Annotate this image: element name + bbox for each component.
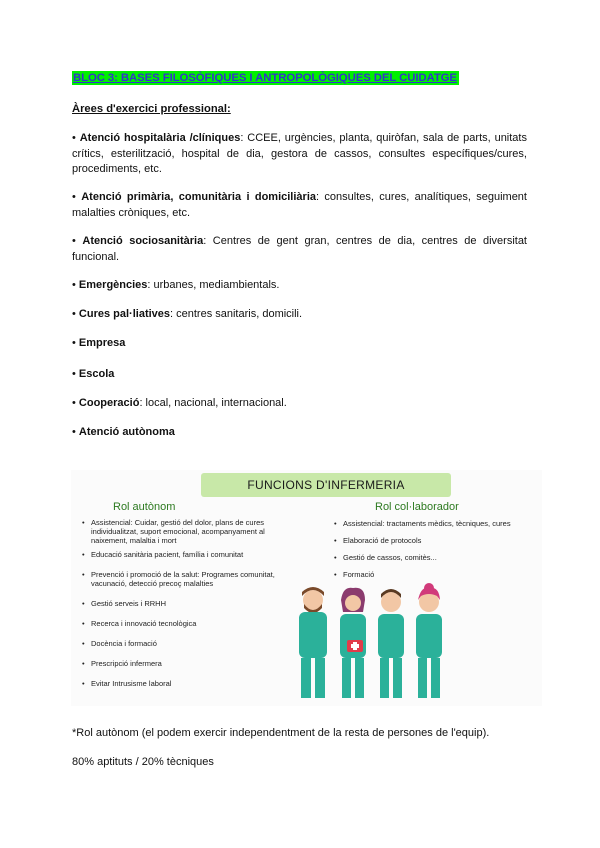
area-cooperacio: • Cooperació: local, nacional, internacional.	[72, 397, 287, 409]
area-empresa: • Empresa	[72, 337, 126, 349]
nurse-figure-3	[378, 589, 404, 698]
list-item: • Evitar Intrusisme laboral	[81, 679, 286, 688]
list-item: • Docència i formació	[81, 639, 286, 648]
nurses-illustration	[285, 582, 455, 702]
list-item: • Elaboració de protocols	[333, 536, 541, 545]
list-item: • Prevenció i promoció de la salut: Programes comunitat, vacunació, detecció precoç malalties	[81, 570, 286, 588]
area-cures-palliatives: • Cures pal·liatives: centres sanitaris, domicili.	[72, 308, 303, 320]
list-item: • Prescripció infermera	[81, 659, 286, 668]
area-label: Atenció autònoma	[78, 426, 175, 438]
section-subheading: Àrees d'exercici professional:	[72, 103, 231, 115]
nurse-figure-2	[340, 588, 366, 698]
figure-banner: FUNCIONS D'INFERMERIA	[201, 473, 451, 497]
area-label: Cures pal·liatives	[78, 308, 171, 320]
area-label: Cooperació	[78, 397, 140, 409]
autonomous-role-list	[81, 518, 286, 688]
area-primaria: • Atenció primària, comunitària i domiciliària: consultes, cures, analítiques, seguiment malalties cròniques, etc.	[72, 191, 527, 219]
list-item: • Gestió de cassos, comitès...	[333, 553, 541, 562]
collaborative-role-list	[333, 519, 541, 579]
area-sociosanitaria: • Atenció sociosanitària: Centres de gent gran, centres de dia, centres de diversitat funcional.	[72, 235, 527, 263]
area-escola: • Escola	[72, 368, 115, 380]
left-column-title: Rol autònom	[113, 501, 176, 513]
nurse-figure-1	[299, 587, 327, 698]
area-label: Atenció sociosanitària	[82, 235, 204, 247]
area-label: Empresa	[78, 337, 126, 349]
area-emergencies: • Emergències: urbanes, mediambientals.	[72, 279, 280, 291]
right-column-title: Rol col·laborador	[375, 501, 459, 513]
footnote: *Rol autònom (el podem exercir independentment de la resta de persones de l'equip).	[72, 727, 490, 739]
nursing-functions-figure	[71, 470, 542, 706]
area-label: Emergències	[78, 279, 148, 291]
list-item: • Recerca i innovació tecnològica	[81, 619, 286, 628]
area-atencio-autonoma: • Atenció autònoma	[72, 426, 175, 438]
list-item: • Formació	[333, 570, 541, 579]
nurse-figure-4	[416, 583, 442, 698]
list-item: • Gestió serveis i RRHH	[81, 599, 286, 608]
area-label: Escola	[78, 368, 115, 380]
list-item: • Educació sanitària pacient, família i comunitat	[81, 550, 286, 559]
page-title: BLOC 3: BASES FILOSÒFIQUES I ANTROPOLÒGIQUES DEL CUIDATGE	[73, 72, 457, 84]
area-label: Atenció primària, comunitària i domiciliària	[81, 191, 316, 203]
list-item: • Assistencial: tractaments mèdics, tècniques, cures	[333, 519, 541, 528]
list-item: • Assistencial: Cuidar, gestió del dolor, plans de cures individualitzat, suport emocional, acompanyament al naixement, malaltia i mort	[81, 518, 286, 545]
area-hospital: • Atenció hospitalària /clíniques: CCEE, urgències, planta, quiròfan, sala de parts, unitats crítics, esterilització, hospital de dia, gestora de cassos, consultes específiques/cures, procediments, etc.	[72, 132, 527, 175]
area-label: Atenció hospitalària /clíniques	[79, 132, 241, 144]
ratio-text: 80% aptituts / 20% tècniques	[72, 756, 214, 768]
